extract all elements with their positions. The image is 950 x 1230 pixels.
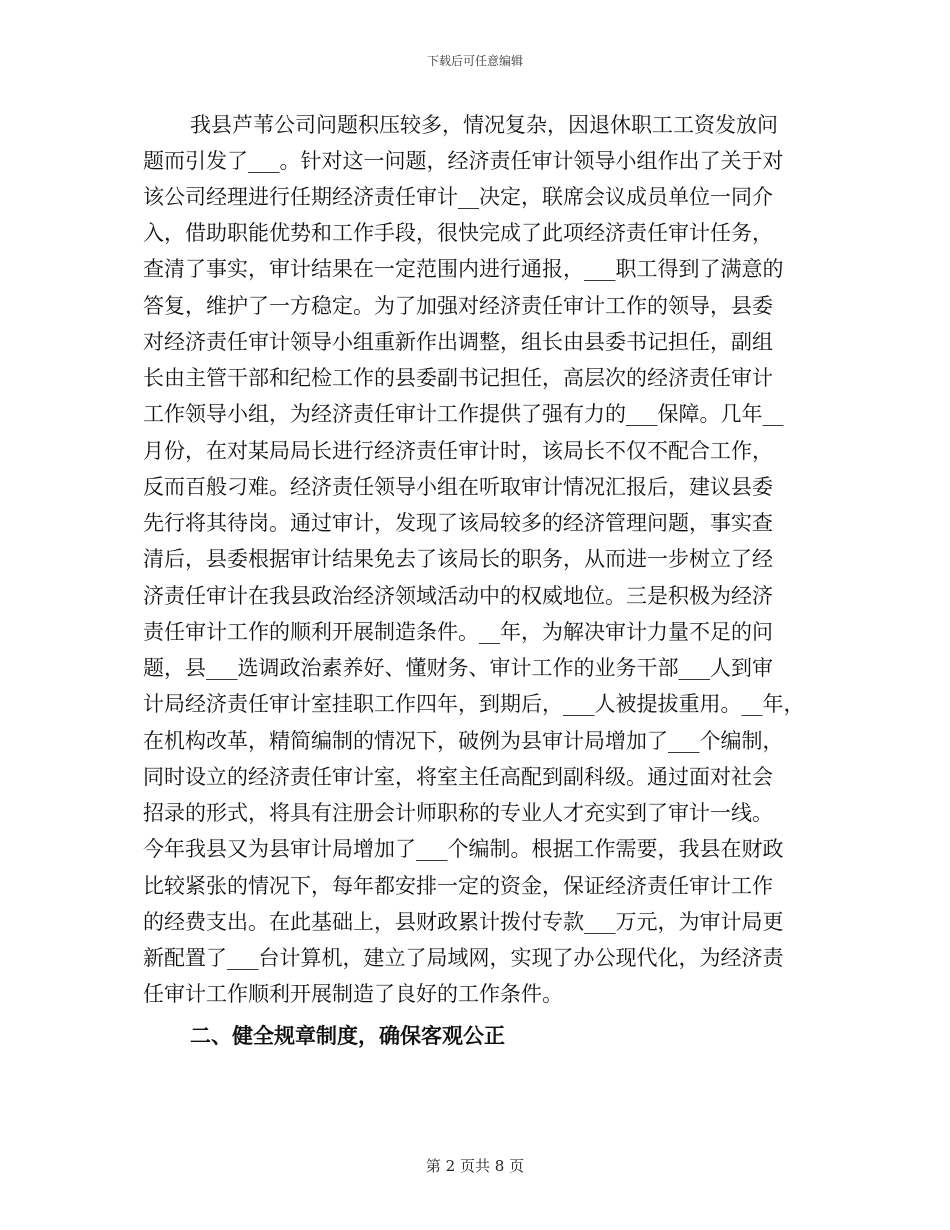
text-line: 责任审计工作的顺利开展制造条件。__年，为解决审计力量不足的问 — [143, 620, 773, 644]
text-line: 题而引发了___。针对这一问题，经济责任审计领导小组作出了关于对 — [143, 149, 784, 173]
text-line: 招录的形式，将具有注册会计师职称的专业人才充实到了审计一线。 — [143, 801, 773, 825]
text-line: 查清了事实，审计结果在一定范围内进行通报，___职工得到了满意的 — [143, 257, 784, 281]
text-line: 任审计工作顺利开展制造了良好的工作条件。 — [143, 982, 563, 1006]
text-line: 新配置了___台计算机，建立了局域网，实现了办公现代化，为经济责 — [143, 946, 784, 970]
text-line: 的经费支出。在此基础上，县财政累计拨付专款___万元，为审计局更 — [143, 910, 784, 934]
text-line: 在机构改革，精简编制的情况下，破例为县审计局增加了___个编制， — [143, 729, 784, 753]
text-line: 工作领导小组，为经济责任审计工作提供了强有力的___保障。几年__ — [143, 402, 784, 426]
text-line: 反而百般刁难。经济责任领导小组在听取审计情况汇报后，建议县委 — [143, 475, 773, 499]
text-line: 今年我县又为县审计局增加了___个编制。根据工作需要，我县在财政 — [143, 837, 784, 861]
section-heading: 二、健全规章制度，确保客观公正 — [190, 1023, 505, 1048]
text-line: 该公司经理进行任期经济责任审计__决定，联席会议成员单位一同介 — [143, 185, 773, 209]
text-line: 计局经济责任审计室挂职工作四年，到期后，___人被提拔重用。__年， — [143, 692, 805, 716]
text-line: 济责任审计在我县政治经济领域活动中的权威地位。三是积极为经济 — [143, 584, 773, 608]
text-line: 同时设立的经济责任审计室，将室主任高配到副科级。通过面对社会 — [143, 765, 773, 789]
text-line: 入，借助职能优势和工作手段，很快完成了此项经济责任审计任务， — [143, 221, 773, 245]
text-line: 清后，县委根据审计结果免去了该局长的职务，从而进一步树立了经 — [143, 547, 773, 571]
text-line: 对经济责任审计领导小组重新作出调整，组长由县委书记担任，副组 — [143, 330, 773, 354]
page-footer: 第 2 页共 8 页 — [425, 1157, 525, 1175]
text-line: 月份，在对某局局长进行经济责任审计时，该局长不仅不配合工作， — [143, 439, 773, 463]
text-line: 长由主管干部和纪检工作的县委副书记担任，高层次的经济责任审计 — [143, 366, 773, 390]
text-line: 比较紧张的情况下，每年都安排一定的资金，保证经济责任审计工作 — [143, 874, 773, 898]
text-line: 我县芦苇公司问题积压较多，情况复杂，因退休职工工资发放问 — [190, 113, 778, 137]
text-line: 先行将其待岗。通过审计，发现了该局较多的经济管理问题，事实查 — [143, 511, 773, 535]
page-header: 下载后可任意编辑 — [426, 54, 523, 68]
text-line: 题，县___选调政治素养好、懂财务、审计工作的业务干部___人到审 — [143, 656, 773, 680]
text-line: 答复，维护了一方稳定。为了加强对经济责任审计工作的领导，县委 — [143, 294, 773, 318]
